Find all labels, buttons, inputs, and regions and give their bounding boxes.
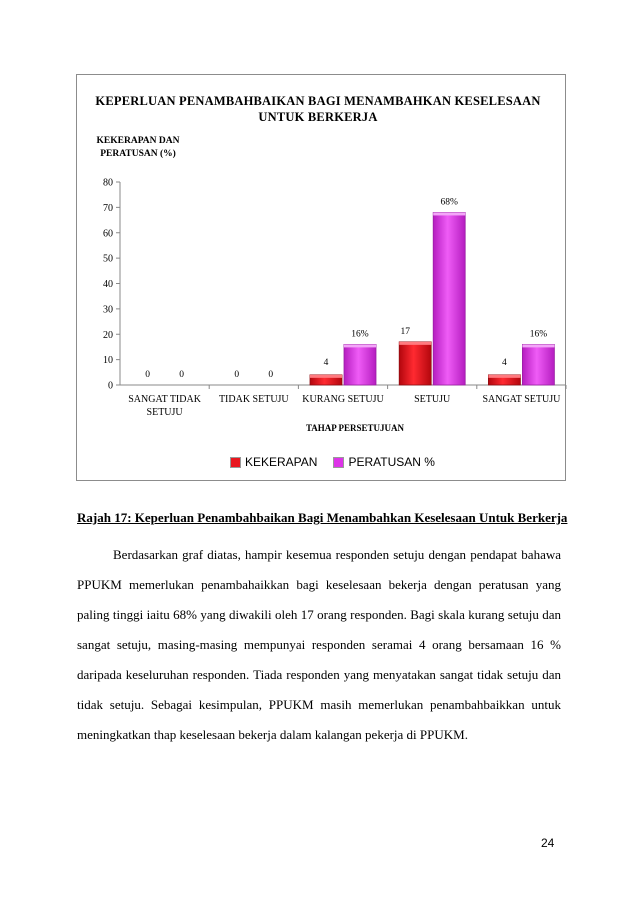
bar-top-highlight	[344, 344, 376, 347]
data-label: 16%	[351, 329, 369, 340]
bar-peratusan-	[522, 344, 554, 385]
data-label: 0	[145, 370, 150, 380]
data-label: 0	[179, 370, 184, 380]
y-tick-label: 80	[103, 177, 113, 189]
data-label: 0	[234, 370, 240, 380]
legend-item-kekerapan	[230, 455, 317, 469]
category-label: TIDAK SETUJU	[218, 394, 289, 405]
chart-bars	[310, 212, 554, 385]
y-axis-label: KEKERAPAN DAN PERATUSAN (%)	[96, 136, 180, 159]
y-tick-label: 40	[103, 279, 113, 290]
bar-top-highlight	[433, 212, 465, 215]
data-label: 4	[502, 357, 507, 368]
chart-title: KEPERLUAN PENAMBAHBAIKAN BAGI MENAMBAHKAN KESELESAAN UNTUK BERKERJA	[95, 94, 541, 124]
category-label: SANGAT SETUJU	[482, 394, 561, 405]
figure-caption: Rajah 17: Keperluan Penambahbaikan Bagi Menambahkan Keselesaan Untuk Berkerja	[77, 510, 568, 525]
bar-top-highlight	[310, 375, 342, 378]
y-tick-label: 50	[103, 253, 113, 265]
x-axis-label: TAHAP PERSETUJUAN	[305, 423, 405, 433]
y-tick-label: 30	[103, 304, 113, 316]
data-label: 68%	[440, 197, 458, 208]
bar-kekerapan	[399, 342, 431, 385]
chart-axes	[103, 178, 566, 392]
data-label: 0	[268, 370, 274, 380]
y-tick-label: 70	[103, 202, 113, 214]
legend-item-peratusan	[333, 455, 434, 469]
legend-swatch-peratusan	[333, 457, 344, 468]
bar-top-highlight	[488, 375, 520, 378]
chart-legend	[230, 454, 451, 470]
body-paragraph: Berdasarkan graf diatas, hampir kesemua responden setuju dengan pendapat bahawa PPUKM memerlukan penambahaikkan bagi keselesaan bekerja dengan peratusan yang paling tinggi iaitu 68% yang diwakili oleh 17 orang responden. Bagi skala kurang setuju dan sangat setuju, masing-masing mempunyai responden seramai 4 orang bersamaan 16 % daripada keseluruhan responden. Tiada responden yang menyatakan sangat tidak setuju dan tidak setuju. Sebagai kesimpulan, PPUKM masih memerlukan penambahbaikkan untuk meningkatkan thap keselesaan bekerja dalam kalangan pekerja di PPUKM.	[77, 547, 561, 742]
legend-label-kekerapan: KEKERAPAN	[245, 455, 318, 469]
y-tick-label: 10	[103, 355, 113, 367]
bar-top-highlight	[399, 342, 431, 345]
bar-peratusan-	[433, 212, 465, 385]
data-label: 4	[323, 357, 329, 368]
category-label: SETUJU	[414, 394, 451, 405]
bar-peratusan-	[344, 344, 376, 385]
category-label: SETUJU	[146, 407, 183, 418]
y-tick-label: 0	[108, 380, 113, 392]
bar-top-highlight	[522, 344, 554, 347]
page-number: 24	[541, 836, 555, 850]
legend-label-peratusan: PERATUSAN %	[348, 455, 435, 469]
legend-swatch-kekerapan	[230, 457, 241, 468]
data-label: 17	[400, 326, 410, 337]
category-label: SANGAT TIDAK	[128, 394, 201, 405]
y-tick-label: 60	[103, 228, 113, 240]
y-tick-label: 20	[103, 329, 113, 341]
category-label: KURANG SETUJU	[302, 394, 384, 405]
data-label: 16%	[529, 329, 548, 340]
